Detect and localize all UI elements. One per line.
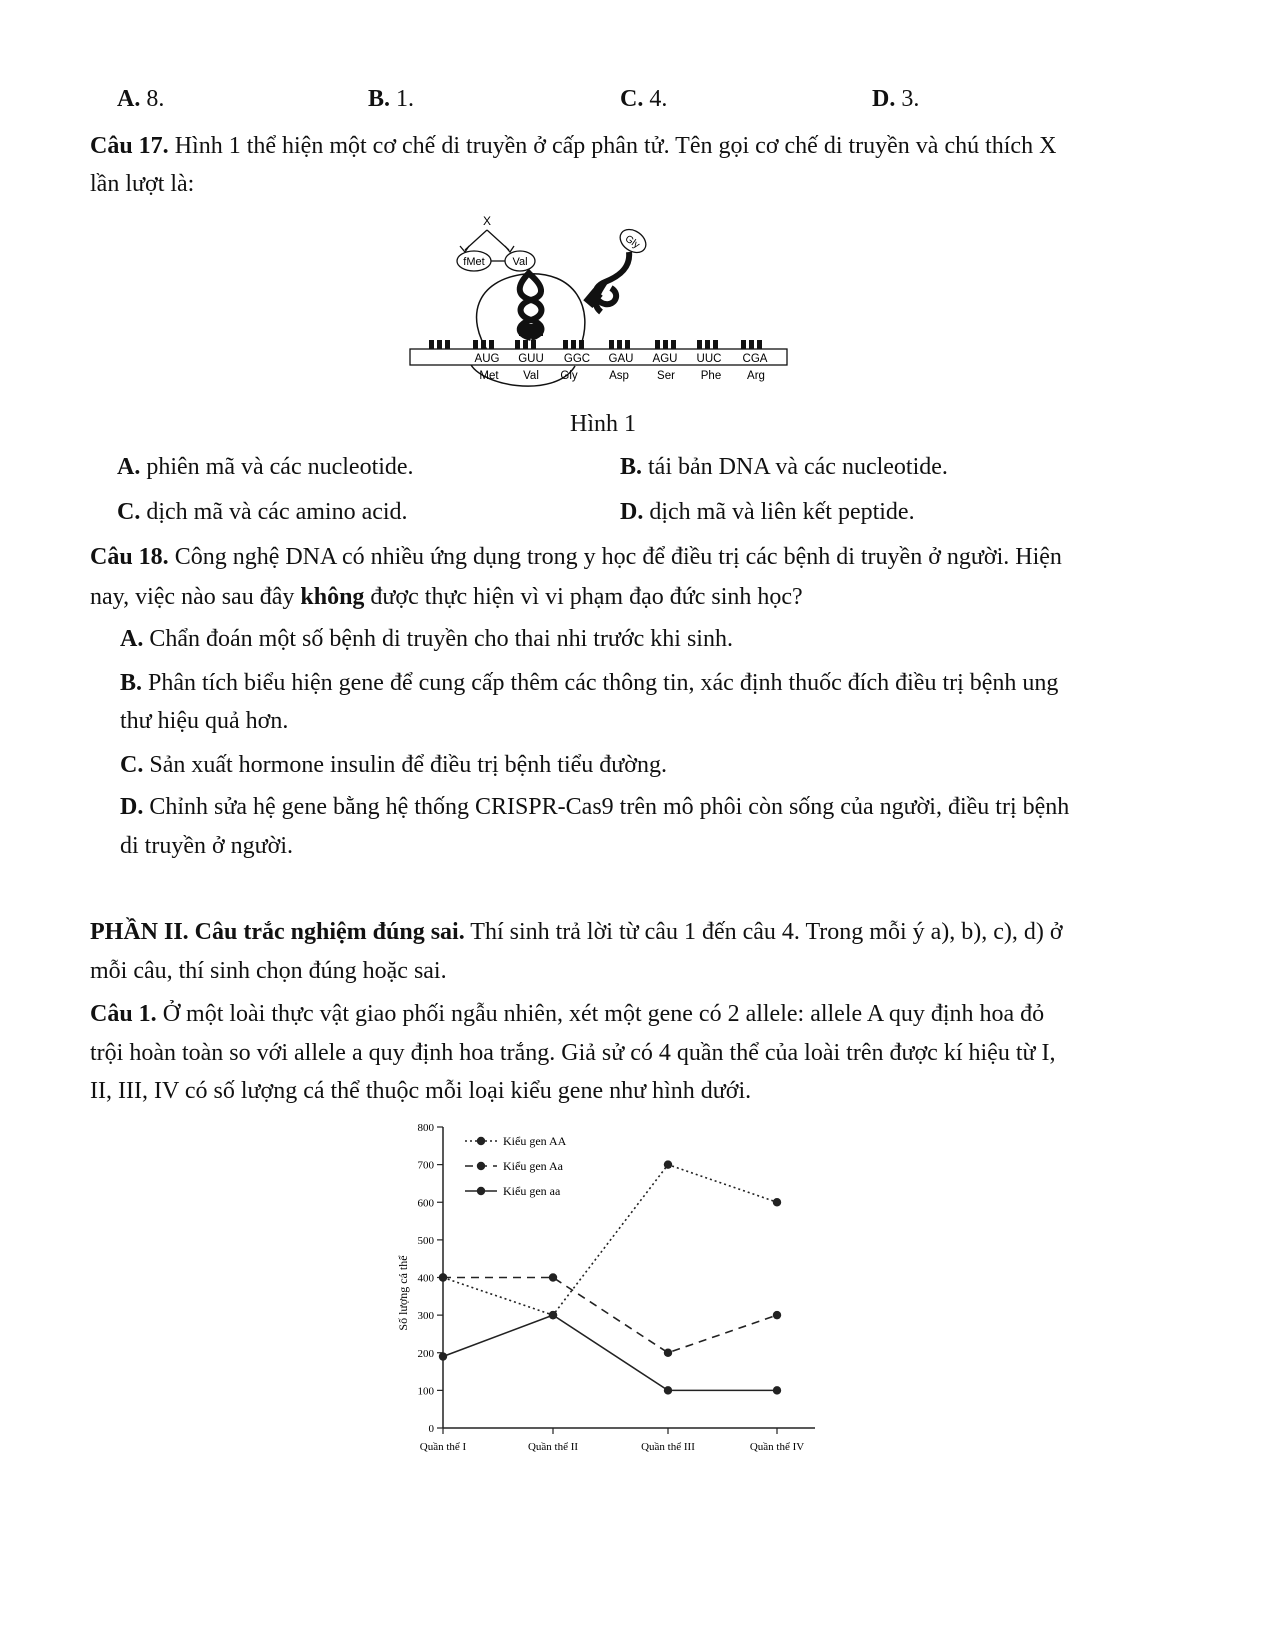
- amino-label: Val: [523, 370, 539, 382]
- data-point: [549, 1273, 557, 1281]
- y-tick-label: 500: [417, 1234, 434, 1247]
- x-label: X: [482, 214, 492, 228]
- q18-option-a: A. Chẩn đoán một số bệnh di truyền cho thai nhi trước khi sinh.: [120, 626, 733, 652]
- series-line-1: [443, 1165, 777, 1316]
- part2-heading-line1: PHẦN II. Câu trắc nghiệm đúng sai. Thí sinh trả lời từ câu 1 đến câu 4. Trong mỗi ý a), b), c), d) ở: [90, 919, 1063, 945]
- codon-label: CGA: [742, 353, 768, 365]
- y-tick-label: 0: [428, 1423, 434, 1435]
- q17-option-d: D. dịch mã và liên kết peptide.: [620, 499, 915, 525]
- y-tick-label: 700: [417, 1159, 434, 1172]
- q16-option-b: B. 1.: [368, 86, 415, 112]
- amino-label: Arg: [747, 370, 765, 382]
- q18-option-d-line1: D. Chỉnh sửa hệ gene bằng hệ thống CRISPR-Cas9 trên mô phôi còn sống của người, điều trị bệnh: [120, 794, 1070, 820]
- q16-option-a: A. 8.: [117, 86, 165, 112]
- amino-label: Phe: [700, 370, 722, 382]
- q18-option-c: C. Sản xuất hormone insulin để điều trị bệnh tiểu đường.: [120, 752, 667, 778]
- x-tick-label: Quần thể I: [419, 1441, 467, 1453]
- data-point: [664, 1349, 672, 1357]
- c1-stem-line3: II, III, IV có số lượng cá thể thuộc mỗi loại kiểu gene như hình dưới.: [90, 1078, 752, 1104]
- series-line-3: [443, 1315, 777, 1390]
- codon-label: GAU: [608, 353, 634, 365]
- figure1-caption: Hình 1: [570, 411, 636, 437]
- y-tick-label: 100: [417, 1385, 434, 1398]
- y-tick-label: 200: [417, 1347, 434, 1360]
- y-tick-label: 600: [417, 1197, 434, 1210]
- codon-label: GGC: [563, 353, 591, 365]
- data-point: [773, 1311, 781, 1319]
- data-point: [773, 1198, 781, 1206]
- q18-stem-line1: Câu 18. Công nghệ DNA có nhiều ứng dụng trong y học để điều trị các bệnh di truyền ở người. Hiện: [90, 544, 1062, 570]
- c1-stem-line2: trội hoàn toàn so với allele a quy định hoa trắng. Giả sử có 4 quần thể của loài trên được kí hiệu từ I,: [90, 1040, 1056, 1066]
- q17-stem-line1: Câu 17. Hình 1 thể hiện một cơ chế di truyền ở cấp phân tử. Tên gọi cơ chế di truyền và chú thích X: [90, 133, 1057, 159]
- amino-label: Met: [479, 370, 499, 382]
- svg-text:fMet: fMet: [463, 256, 485, 268]
- data-point: [664, 1160, 672, 1168]
- legend-label: Kiểu gen Aa: [503, 1159, 563, 1173]
- y-axis-label: Số lượng cá thể: [396, 1255, 410, 1331]
- q17-stem-line2: lần lượt là:: [90, 171, 195, 197]
- legend-marker: [477, 1187, 485, 1195]
- q18-option-b-line2: thư hiệu quả hơn.: [120, 708, 289, 734]
- x-tick-label: Quần thể II: [527, 1441, 579, 1453]
- legend-marker: [477, 1162, 485, 1170]
- y-tick-label: 300: [417, 1310, 434, 1323]
- c1-stem-line1: Câu 1. Ở một loài thực vật giao phối ngẫu nhiên, xét một gene có 2 allele: allele A quy định hoa đỏ: [90, 1001, 1045, 1027]
- q18-option-b-line1: B. Phân tích biểu hiện gene để cung cấp thêm các thông tin, xác định thuốc đích điều trị bệnh ung: [120, 670, 1059, 696]
- series-line-2: [443, 1278, 777, 1353]
- q17-option-a: A. phiên mã và các nucleotide.: [117, 454, 414, 480]
- svg-text:Val: Val: [512, 256, 528, 268]
- q18-option-d-line2: di truyền ở người.: [120, 833, 294, 859]
- data-point: [439, 1352, 447, 1360]
- codon-label: UUC: [696, 353, 722, 365]
- data-point: [664, 1386, 672, 1394]
- genotype-line-chart: [385, 1115, 825, 1465]
- amino-label: Asp: [609, 370, 629, 382]
- codon-label: AGU: [652, 353, 678, 365]
- codon-label: AUG: [474, 353, 500, 365]
- q16-option-c: C. 4.: [620, 86, 668, 112]
- y-tick-label: 400: [417, 1272, 434, 1285]
- legend-marker: [477, 1137, 485, 1145]
- part2-heading-line2: mỗi câu, thí sinh chọn đúng hoặc sai.: [90, 958, 447, 984]
- data-point: [773, 1386, 781, 1394]
- q16-option-d: D. 3.: [872, 86, 920, 112]
- svg-text:Gly: Gly: [622, 233, 642, 252]
- x-tick-label: Quần thể IV: [749, 1441, 805, 1453]
- q17-option-b: B. tái bản DNA và các nucleotide.: [620, 454, 948, 480]
- amino-label: Gly: [560, 370, 578, 382]
- q18-stem-line2: nay, việc nào sau đây không được thực hiện vì vi phạm đạo đức sinh học?: [90, 584, 803, 610]
- legend-label: Kiểu gen aa: [503, 1184, 561, 1198]
- x-tick-label: Quần thể III: [641, 1441, 695, 1453]
- mrna-strand: [410, 349, 787, 365]
- y-tick-label: 800: [417, 1122, 434, 1134]
- codon-label: GUU: [518, 353, 544, 365]
- translation-diagram: [405, 208, 795, 398]
- q17-option-c: C. dịch mã và các amino acid.: [117, 499, 408, 525]
- amino-label: Ser: [657, 370, 675, 382]
- data-point: [439, 1273, 447, 1281]
- data-point: [549, 1311, 557, 1319]
- legend-label: Kiểu gen AA: [503, 1134, 567, 1148]
